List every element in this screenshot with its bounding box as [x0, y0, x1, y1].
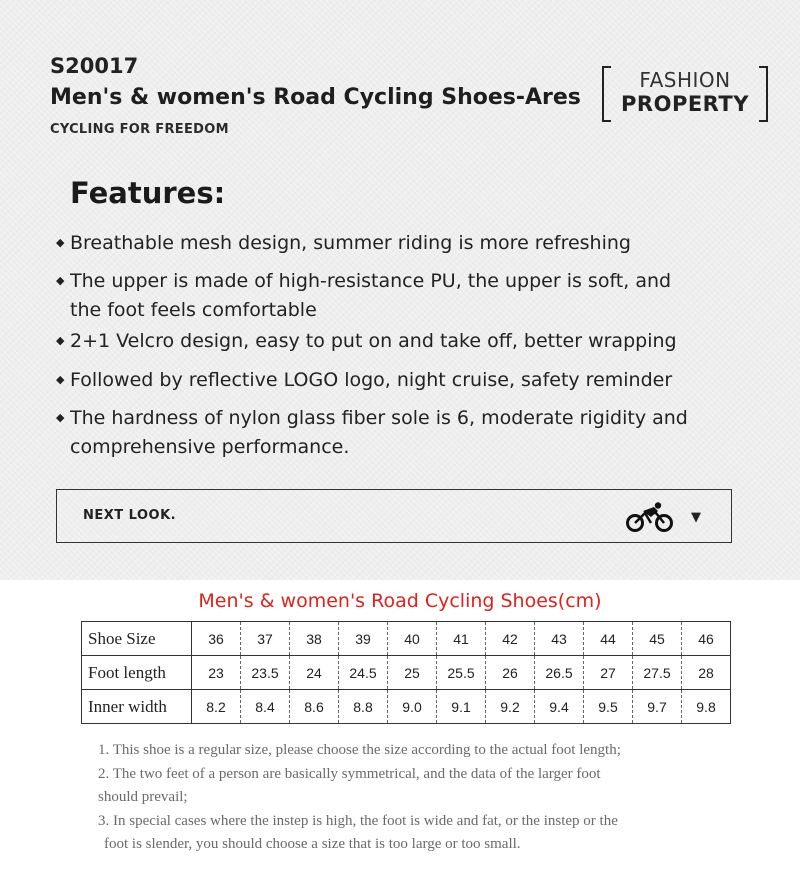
brand-line-2: PROPERTY	[621, 92, 749, 116]
table-cell: 24.5	[339, 656, 388, 690]
note-3: 3. In special cases where the instep is high, the foot is wide and fat, or the instep or the	[98, 812, 618, 829]
table-cell: 45	[633, 622, 682, 656]
table-cell: 9.2	[486, 690, 535, 724]
table-cell: 9.0	[388, 690, 437, 724]
table-cell: 9.7	[633, 690, 682, 724]
bullet-icon: ◆	[56, 411, 65, 424]
row-header: Foot length	[82, 656, 192, 690]
table-cell: 8.6	[290, 690, 339, 724]
size-table	[81, 621, 731, 724]
table-cell: 38	[290, 622, 339, 656]
product-code: S20017	[50, 54, 139, 78]
table-cell: 8.8	[339, 690, 388, 724]
table-cell: 26.5	[535, 656, 584, 690]
features-heading: Features:	[70, 176, 226, 210]
table-cell: 23.5	[241, 656, 290, 690]
table-row	[82, 656, 731, 690]
table-cell: 25.5	[437, 656, 486, 690]
table-cell: 9.4	[535, 690, 584, 724]
table-cell: 28	[682, 656, 731, 690]
bullet-icon: ◆	[56, 274, 65, 287]
table-cell: 44	[584, 622, 633, 656]
feature-text: Followed by reflective LOGO logo, night cruise, safety reminder	[70, 369, 673, 391]
tagline: CYCLING FOR FREEDOM	[50, 122, 229, 137]
feature-text: Breathable mesh design, summer riding is more refreshing	[70, 232, 631, 254]
product-title: Men's & women's Road Cycling Shoes-Ares	[50, 85, 581, 110]
table-row	[82, 622, 731, 656]
right-bracket	[759, 66, 768, 122]
chevron-down-icon: ▼	[691, 510, 701, 525]
next-look-label: NEXT LOOK.	[83, 508, 177, 523]
table-cell: 37	[241, 622, 290, 656]
feature-text: The hardness of nylon glass fiber sole is 6, moderate rigidity and	[70, 407, 688, 429]
note-1: 1. This shoe is a regular size, please choose the size according to the actual foot length;	[98, 742, 621, 758]
table-cell: 9.1	[437, 690, 486, 724]
table-cell: 40	[388, 622, 437, 656]
table-cell: 46	[682, 622, 731, 656]
note-3-cont: foot is slender, you should choose a size that is too large or too small.	[104, 836, 521, 852]
table-cell: 27.5	[633, 656, 682, 690]
feature-item	[56, 365, 756, 395]
table-cell: 8.2	[192, 690, 241, 724]
table-cell: 41	[437, 622, 486, 656]
table-cell: 36	[192, 622, 241, 656]
table-cell: 25	[388, 656, 437, 690]
table-cell: 8.4	[241, 690, 290, 724]
cyclist-icon	[625, 502, 675, 532]
table-cell: 24	[290, 656, 339, 690]
size-table-title: Men's & women's Road Cycling Shoes(cm)	[198, 590, 602, 612]
feature-text-cont: comprehensive performance.	[70, 436, 350, 458]
bullet-icon: ◆	[56, 334, 65, 347]
feature-item	[56, 326, 756, 356]
row-header: Inner width	[82, 690, 192, 724]
table-cell: 42	[486, 622, 535, 656]
note-2: 2. The two feet of a person are basically symmetrical, and the data of the larger foot	[98, 765, 601, 782]
feature-item	[56, 228, 756, 258]
feature-item	[56, 403, 756, 462]
table-cell: 27	[584, 656, 633, 690]
feature-text: The upper is made of high-resistance PU, the upper is soft, and	[70, 270, 672, 292]
note-2-cont: should prevail;	[98, 789, 188, 805]
brand-line-1: FASHION	[639, 68, 731, 92]
bullet-icon: ◆	[56, 236, 65, 249]
feature-text-cont: the foot feels comfortable	[70, 299, 317, 321]
row-header: Shoe Size	[82, 622, 192, 656]
feature-item	[56, 266, 756, 325]
table-row	[82, 690, 731, 724]
table-cell: 9.5	[584, 690, 633, 724]
table-cell: 43	[535, 622, 584, 656]
size-notes	[98, 739, 738, 857]
bullet-icon: ◆	[56, 373, 65, 386]
feature-text: 2+1 Velcro design, easy to put on and take off, better wrapping	[70, 330, 677, 352]
table-cell: 9.8	[682, 690, 731, 724]
table-cell: 26	[486, 656, 535, 690]
table-cell: 23	[192, 656, 241, 690]
next-look-button[interactable]	[56, 489, 732, 543]
table-cell: 39	[339, 622, 388, 656]
brand-badge	[602, 66, 768, 120]
